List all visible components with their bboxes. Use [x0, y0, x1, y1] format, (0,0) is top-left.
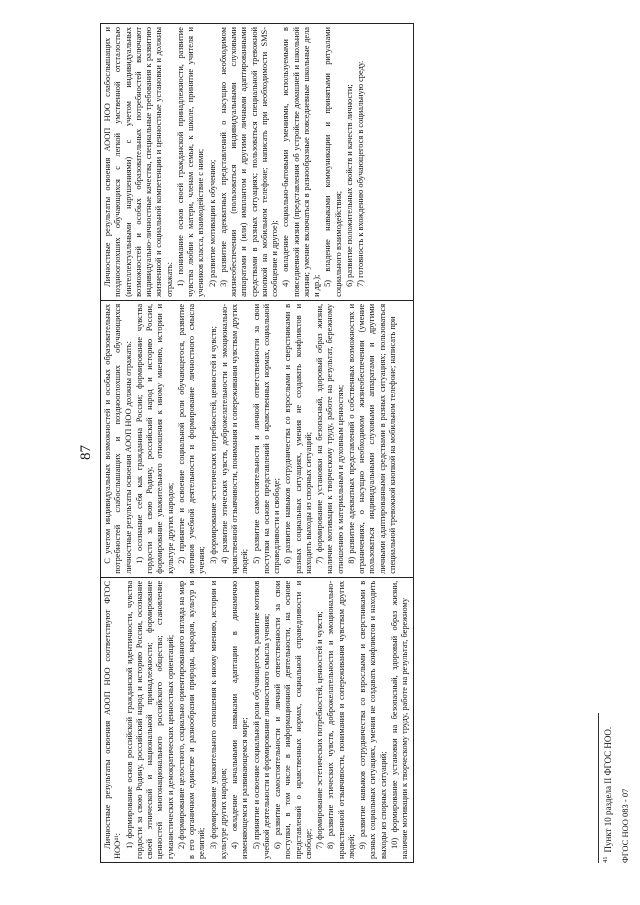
footnote-text: Пункт 10 раздела II ФГОС НОО. — [603, 726, 613, 853]
footnote — [602, 727, 613, 863]
paragraph: 8) развитие адекватных представлений о собственных возможностях и ограничениях, о насущно необходимом жизнеобеспечении (умение пользоваться индивидуальными слуховыми аппаратами и другими личными адаптированными средствами в разных ситуациях; пользоваться специальной тревожной кнопкой на мобильном телефоне; написать при — [346, 303, 397, 574]
paragraph: 6) развитие положительных свойств и качеств личности; — [344, 84, 354, 287]
paragraph: 7) готовность к вхождению обучающегося в социальную среду. — [356, 60, 365, 287]
paragraph: 3) развитие адекватных представлений о насущно необходимом жизнеобеспечении (пользоваться индивидуальными слуховыми аппаратами и (или) имплантом и другими личными адаптированными средствами в разных ситуациях; пользоваться специальной тревожной кнопкой на мобильном телефоне; написать при необходимости SMS-сообщение и другое); — [218, 27, 279, 297]
paragraph: 2) принятие и освоение социальной роли обучающегося, развитие мотивов учебной деятельности и формирование личностного смысла учения; — [176, 303, 207, 574]
table-row — [101, 24, 414, 863]
paragraph: 5) принятие и освоение социальной роли обучающегося, развитие мотивов учебной деятельности и формирование личностного смысла учения; — [251, 580, 271, 859]
page-number: 87 — [78, 445, 94, 460]
paragraph: 2) развитие мотивации к обучению; — [207, 159, 217, 287]
paragraph: 7) формирование эстетических потребностей, ценностей и чувств; — [315, 611, 324, 849]
column-hearing-impaired — [101, 300, 414, 577]
paragraph: 8) развитие этических чувств, доброжелательности и эмоционально-нравственной отзывчивости, понимания и сопереживания чувствам других людей; — [326, 580, 356, 859]
paragraph: 7) формирование установки на безопасный, здоровый образ жизни, наличие мотивации к творческому труду, работе на результат, бережному отношению к материальным и духовным ценностям; — [315, 303, 345, 574]
paragraph: Личностные результаты освоения АООП НОО соответствуют ФГОС НОО⁴¹: — [103, 580, 123, 859]
paragraph: 3) формирование эстетических потребностей, ценностей и чувств; — [208, 326, 218, 564]
paragraph: 5) развитие самостоятельности и личной ответственности за свои поступки на основе представлений о нравственных нормах, социальной справедливости и свободе; — [251, 303, 281, 574]
paragraph: 9) развитие навыков сотрудничества со взрослыми и сверстниками в разных социальных ситуациях, умения не создавать конфликтов и находить выходы из спорных ситуаций; — [358, 580, 388, 859]
document-code: ФГОС НОО 083 - 07 — [620, 788, 630, 863]
column-intellectual-disability — [101, 24, 414, 301]
footnote-mark: 41 — [602, 856, 609, 863]
paragraph: 4) овладение социально-бытовыми умениями, используемыми в повседневной жизни (представления об устройстве домашней и школьной жизни; умение включаться в разнообразные повседневные школьные дела и др.); — [281, 27, 321, 297]
requirements-table — [100, 23, 414, 863]
paragraph: Личностные результаты освоения АООП НОО слабослышащих и позднооглохших обучающихся с легкой умственной отсталостью (интеллектуальными нарушениями) с учетом индивидуальных возможностей и особых образовательных потребностей включают индивидуально-личностные качества, специальные требования к развитию жизненной и социальной компетенции и ценностные установки и должны отражать: — [103, 27, 174, 297]
paragraph: 4) развитие этических чувств, доброжелательности и эмоционально-нравственной отзывчивости, понимания и сопереживания чувствам других людей; — [219, 303, 250, 574]
paragraph: 3) формирование уважительного отношения к иному мнению, истории и культуре других народов; — [208, 580, 228, 859]
paragraph: 1) формирование основ российской гражданской идентичности, чувства гордости за свою Родину, российский народ и историю России, осознание своей этнической и национальной принадлежности; формирование ценностей многонационального российского общества; становление гуманистических и демократических ценностных ориентаций; — [124, 580, 175, 859]
footnote-separator — [598, 713, 599, 863]
paragraph: 6) развитие самостоятельности и личной ответственности за свои поступки, в том числе в информационной деятельности, на основе представлений о нравственных нормах, социальной справедливости и свободе; — [273, 580, 313, 859]
paragraph: 10) формирование установки на безопасный, здоровый образ жизни, наличие мотивации к творческому труду, работе на результат, бережному — [389, 580, 409, 859]
paragraph: С учетом индивидуальных возможностей и особых образовательных потребностей слабослышащих и позднооглохших обучающихся личностные результаты освоения АООП НОО должны отражать: — [103, 303, 133, 574]
paragraph: 4) овладение начальными навыками адаптации в динамично изменяющемся и развивающемся мире; — [230, 580, 250, 859]
paragraph: 2) формирование целостного, социально ориентированного взгляда на мир в его органичном единстве и разнообразии природы, народов, культур и религий; — [176, 580, 207, 859]
paragraph: 1) осознание себя как гражданина России; формирование чувства гордости за свою Родину, российский народ и историю России, формирование уважительного отношения к иному мнению, истории и культуре других народов; — [134, 303, 175, 574]
paragraph: 5) владение навыками коммуникации и принятыми ритуалами социального взаимодействия; — [323, 27, 343, 297]
paragraph: 6) развитие навыков сотрудничества со взрослыми и сверстниками в разных социальных ситуациях, умения не создавать конфликтов и находить выходы из спорных ситуаций; — [283, 303, 313, 574]
paragraph: 1) понимание основ своей гражданской принадлежности, развитие чувства любви к матери, членам семьи, к школе, принятие учителя и учеников класса, взаимодействие с ними; — [175, 27, 206, 297]
column-general — [101, 577, 414, 862]
